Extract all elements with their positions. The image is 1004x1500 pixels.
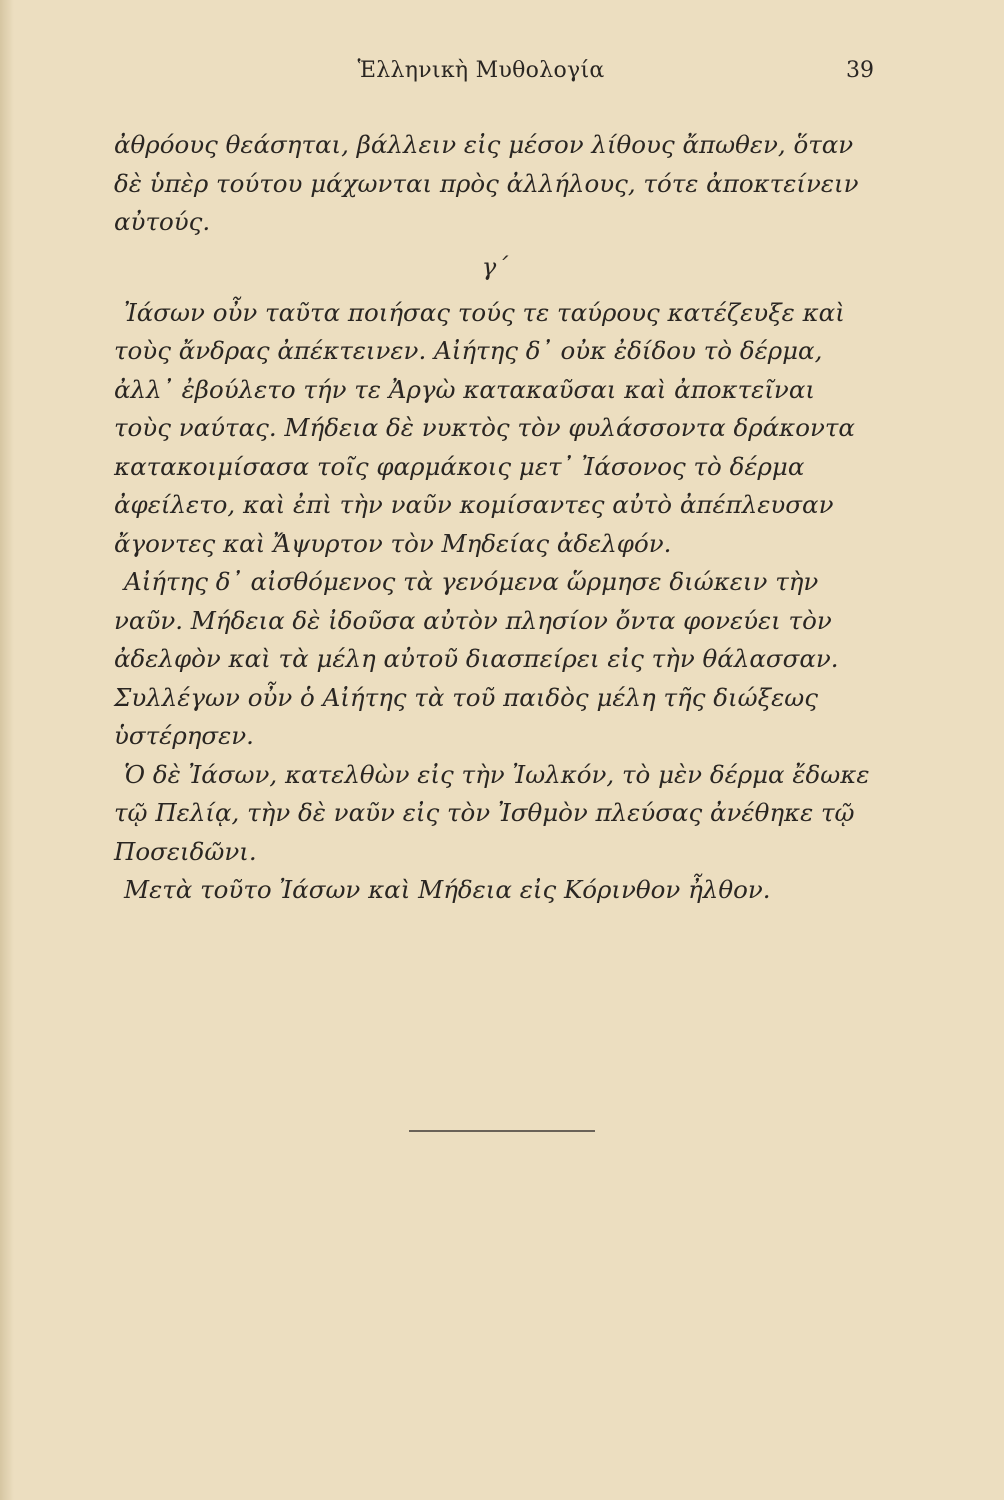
section-mark: γ΄: [481, 252, 509, 281]
paragraph-1: ἀθρόους θεάσηται, βάλλειν εἰς μέσον λίθους ἄπωθεν, ὅταν δὲ ὑπὲρ τούτου μάχωνται πρὸς ἀλλήλους, τότε ἀποκτείνειν αὐτούς.: [114, 130, 859, 236]
running-title: Ἑλληνικὴ Μυθολογία: [357, 58, 605, 83]
paragraph-4: Ὁ δὲ Ἰάσων, κατελθὼν εἰς τὴν Ἰωλκόν, τὸ μὲν δέρμα ἔδωκε τῷ Πελίᾳ, τὴν δὲ ναῦν εἰς τὸν Ἰσθμὸν πλεύσας ἀνέθηκε τῷ Ποσειδῶνι.: [114, 759, 870, 866]
paragraph-3: Αἰήτης δ᾽ αἰσθόμενος τὰ γενόμενα ὥρμησε διώκειν τὴν ναῦν. Μήδεια δὲ ἰδοῦσα αὐτὸν πλησίον ὄντα φονεύει τὸν ἀδελφὸν καὶ τὰ μέλη αὐτοῦ διασπείρει εἰς τὴν θάλασσαν. Συλλέγων οὖν ὁ Αἰήτης τὰ τοῦ παιδὸς μέλη τῆς διώξεως ὑστέρησεν.: [114, 567, 839, 750]
page-number: 39: [846, 58, 874, 83]
paragraph-5: Μετὰ τοῦτο Ἰάσων καὶ Μήδεια εἰς Κόρινθον ἦλθον.: [124, 875, 771, 904]
page-edge: [0, 0, 14, 1500]
paragraph-2: Ἰάσων οὖν ταῦτα ποιήσας τούς τε ταύρους κατέζευξε καὶ τοὺς ἄνδρας ἀπέκτεινεν. Αἰήτης δ᾽ οὐκ ἐδίδου τὸ δέρμα, ἀλλ᾽ ἐβούλετο τήν τε Ἀργὼ κατακαῦσαι καὶ ἀποκτεῖναι τοὺς ναύτας. Μήδεια δὲ νυκτὸς τὸν φυλάσσοντα δράκοντα κατακοιμίσασα τοῖς φαρμάκοις μετ᾽ Ἰάσονος τὸ δέρμα ἀφείλετο, καὶ ἐπὶ τὴν ναῦν κομίσαντες αὐτὸ ἀπέπλευσαν ἄγοντες καὶ Ἄψυρτον τὸν Μηδείας ἀδελφόν.: [114, 297, 855, 558]
end-rule: [409, 1130, 595, 1132]
running-head: [88, 58, 874, 90]
text-block: [114, 126, 876, 910]
